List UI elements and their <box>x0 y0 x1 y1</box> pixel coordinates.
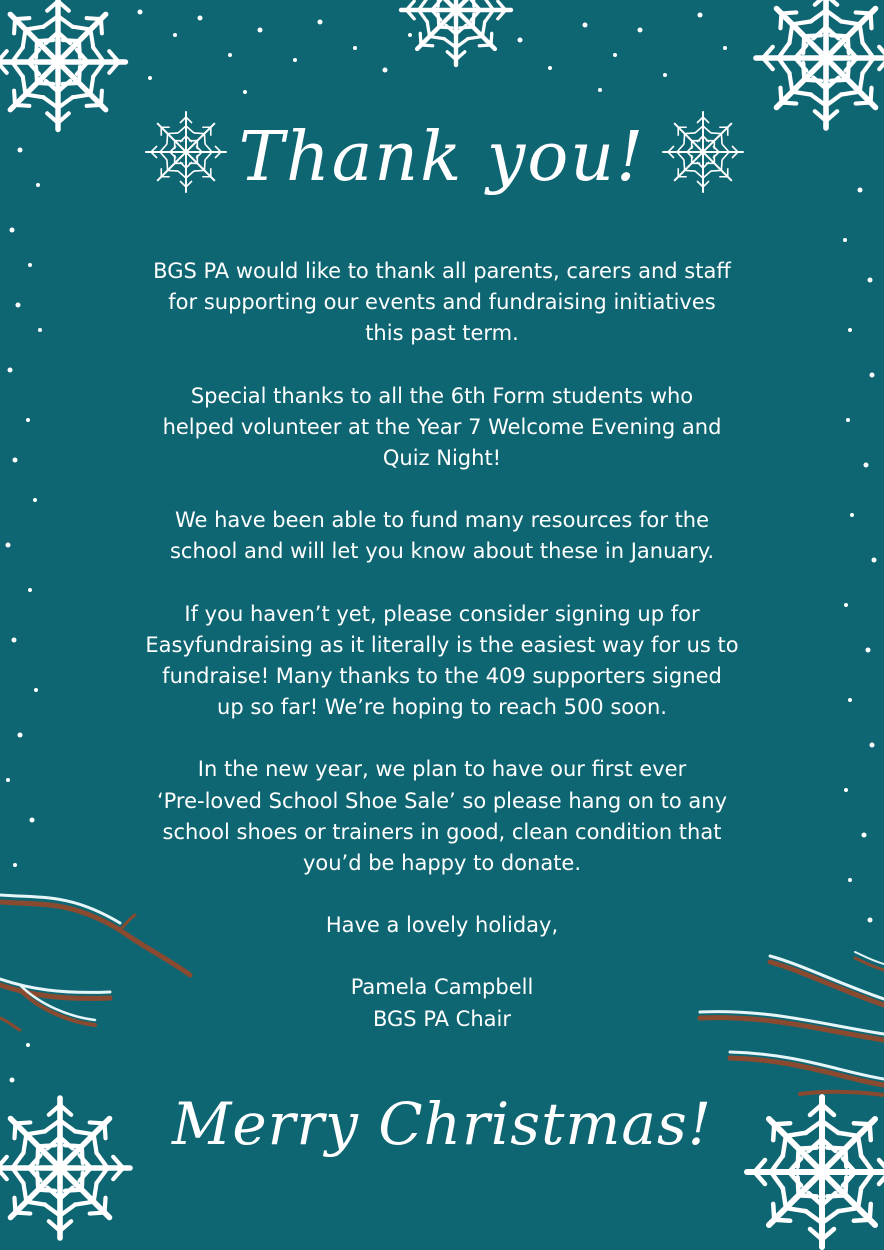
snowflake-icon <box>401 0 511 65</box>
paragraph-shoe-sale: In the new year, we plan to have our first ever ‘Pre-loved School Shoe Sale’ so please hang on to any school shoes or trainers in good, clean condition that you’d be happy to donate. <box>156 757 728 876</box>
paragraph-thanks: BGS PA would like to thank all parents, carers and staff for supporting our events and fundraising initiatives this past term. <box>153 259 731 346</box>
signature-name: Pamela Campbell <box>350 975 534 1000</box>
page-title: Thank you! <box>238 118 646 197</box>
paragraph-resources: We have been able to fund many resources for the school and will let you know about these in January. <box>169 508 714 564</box>
letter-body <box>110 256 774 1035</box>
closing-greeting: Merry Christmas! <box>171 1090 713 1158</box>
paragraph-easyfundraising: If you haven’t yet, please consider signing up for Easyfundraising as it literally is the easiest way for us to fundraise! Many thanks to the 409 supporters signed up so far! We’re hoping to reach 500 soon. <box>145 601 739 720</box>
signature-role: BGS PA Chair <box>373 1006 511 1031</box>
paragraph-holiday: Have a lovely holiday, <box>325 913 559 938</box>
snowflake-icon <box>0 0 125 129</box>
snowflake-icon <box>756 0 884 128</box>
paragraph-volunteers: Special thanks to all the 6th Form students who helped volunteer at the Year 7 Welcome Evening and Quiz Night! <box>162 383 722 471</box>
